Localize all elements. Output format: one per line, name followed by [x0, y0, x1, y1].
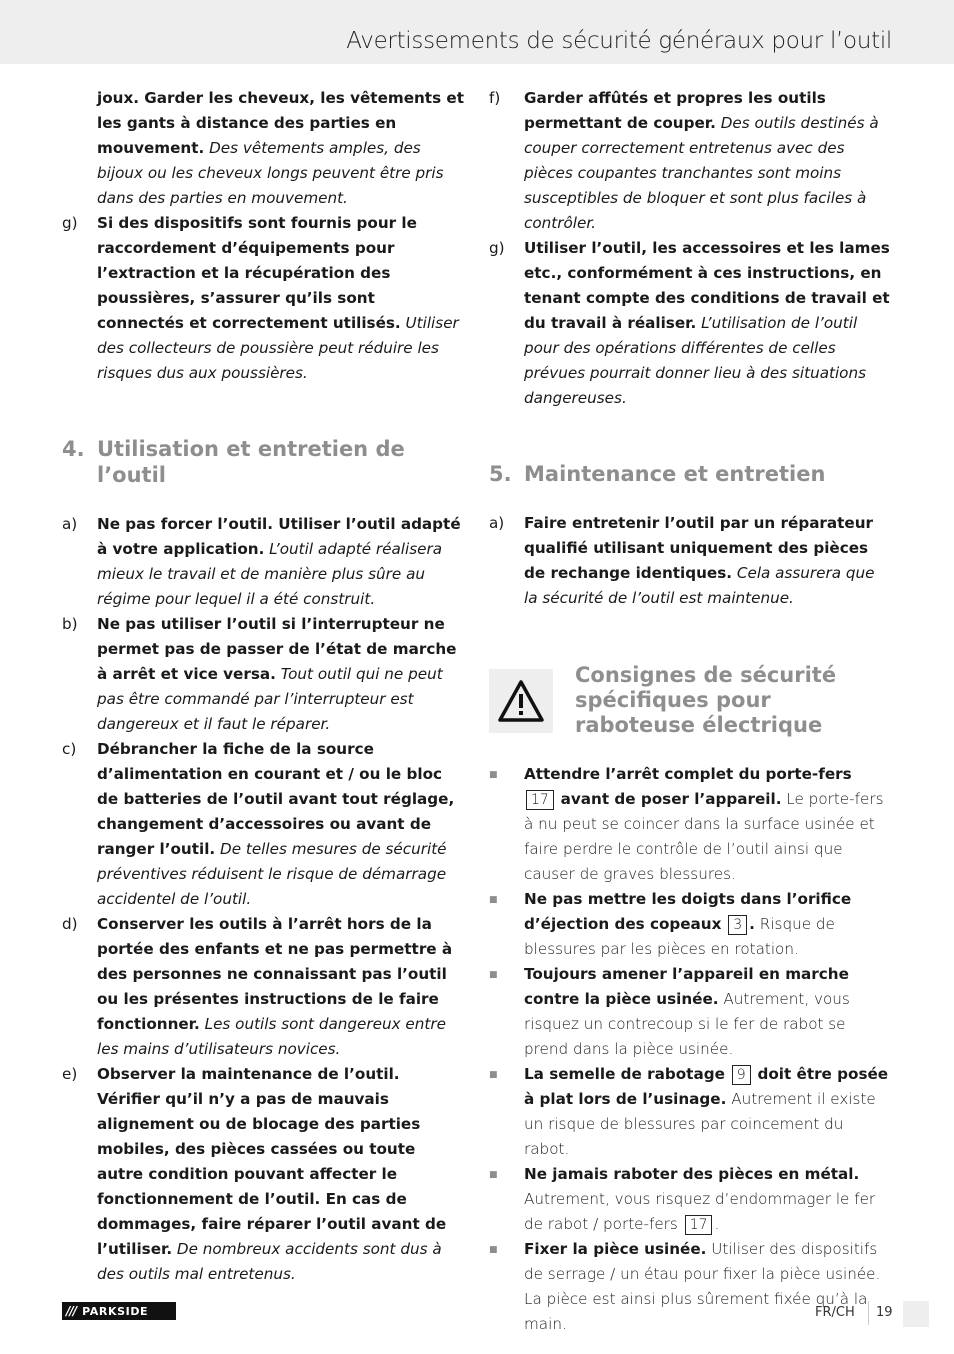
- item-note: L’outil adapté réalisera mieux le travail et de manière plus sûre au régime pour lequel il a été construit.: [97, 540, 443, 608]
- item-label: g): [489, 239, 505, 257]
- parkside-logo: [62, 1302, 176, 1320]
- section-heading-4: [62, 436, 464, 488]
- item-bold: Si des dispositifs sont fournis pour le raccordement d’équipements pour l’extraction et la récupération des poussières, s’assurer qu’ils sont connectés et correctement utilisés.: [97, 214, 417, 332]
- section-heading-5: [489, 461, 891, 487]
- list-item: [489, 86, 891, 236]
- logo-stripes: ///: [66, 1304, 77, 1318]
- item-note: Tout outil qui ne peut pas être commandé par l’interrupteur est dangereux et il faut le réparer.: [97, 665, 443, 733]
- item-bold: Ne pas mettre les doigts dans l’orifice d’éjection des copeaux: [524, 890, 852, 933]
- right-column: [489, 86, 891, 1337]
- left-column: [62, 86, 464, 1287]
- square-bullet-icon: ■: [489, 895, 498, 905]
- square-bullet-icon: ■: [489, 970, 498, 980]
- item-note: Des outils destinés à couper correctement entretenus avec des pièces coupantes tranchantes sont moins susceptibles de bloquer et sont plus faciles à contrôler.: [524, 114, 879, 232]
- item-label: a): [62, 515, 78, 533]
- item-bold: Toujours amener l’appareil en marche contre la pièce usinée.: [524, 965, 849, 1008]
- list-item: [62, 737, 464, 912]
- list-item: [489, 511, 891, 611]
- ref-number-box: 3: [728, 915, 747, 935]
- item-text: Autrement, vous risquez un contrecoup si le fer de rabot se prend dans la pièce usinée.: [524, 990, 850, 1058]
- list-item: [489, 762, 891, 887]
- item-text: Autrement, vous risquez d’endommager le fer de rabot / porte-fers: [524, 1190, 876, 1233]
- item-bold: Conserver les outils à l’arrêt hors de la portée des enfants et ne pas permettre à des personnes ne connaissant pas l’outil ou les présentes instructions de le faire fonctionner.: [97, 915, 453, 1033]
- item-bold: avant de poser l’appareil.: [560, 790, 782, 808]
- item-note: De telles mesures de sécurité préventives réduisent le risque de démarrage accidentel de l’outil.: [97, 840, 447, 908]
- item-label: d): [62, 915, 78, 933]
- item-note: Des vêtements amples, des bijoux ou les cheveux longs peuvent être pris dans des parties en mouvement.: [97, 139, 444, 207]
- item-bold: Garder affûtés et propres les outils permettant de couper.: [524, 89, 826, 132]
- ref-number-box: 17: [685, 1215, 713, 1235]
- item-bold: doit être posée à plat lors de l’usinage.: [524, 1065, 889, 1108]
- warning-triangle-icon: [489, 669, 553, 733]
- item-text: Le porte-fers à nu peut se coincer dans la surface usinée et faire perdre le contrôle de l’outil ainsi que causer de graves blessures.: [524, 790, 884, 883]
- item-label: e): [62, 1065, 78, 1083]
- square-bullet-icon: ■: [489, 1245, 498, 1255]
- item-bold: Ne pas utiliser l’outil si l’interrupteur ne permet pas de passer de l’état de marche à arrêt et vice versa.: [97, 615, 457, 683]
- item-bold: Attendre l’arrêt complet du porte-fers: [524, 765, 852, 783]
- square-bullet-icon: ■: [489, 1070, 498, 1080]
- item-bold: Ne pas forcer l’outil. Utiliser l’outil adapté à votre application.: [97, 515, 461, 558]
- item-note: De nombreux accidents sont dus à des outils mal entretenus.: [97, 1240, 442, 1283]
- section-number: 5.: [489, 462, 512, 486]
- square-bullet-icon: ■: [489, 1170, 498, 1180]
- item-bold: Ne jamais raboter des pièces en métal.: [524, 1165, 860, 1183]
- page-title: Avertissements de sécurité généraux pour l’outil: [346, 28, 892, 54]
- specific-safety-heading: [489, 663, 891, 738]
- item-bold: Utiliser l’outil, les accessoires et les lames etc., conformément à ces instructions, en tenant compte des conditions de travail et du travail à réaliser.: [524, 239, 890, 332]
- list-item: [62, 512, 464, 612]
- list-item: [62, 912, 464, 1062]
- item-bold: Débrancher la fiche de la source d’alimentation en courant et / ou le bloc de batteries de l’outil avant tout réglage, changement d’accessoires ou avant de ranger l’outil.: [97, 740, 455, 858]
- item-label: g): [62, 214, 78, 232]
- specific-safety-title: Consignes de sécurité spécifiques pour raboteuse électrique: [575, 663, 837, 737]
- list-item: [62, 1062, 464, 1287]
- list-item: [489, 1237, 891, 1337]
- list-item: [62, 86, 464, 211]
- item-text: Autrement il existe un risque de blessures par coincement du rabot.: [524, 1090, 876, 1158]
- section-title: Utilisation et entretien de l’outil: [97, 437, 405, 487]
- page-number: 19: [876, 1305, 893, 1320]
- list-item: [62, 612, 464, 737]
- language-code: FR/CH: [815, 1305, 855, 1320]
- item-bold: Observer la maintenance de l’outil. Vérifier qu’il n’y a pas de mauvais alignement ou de blocage des parties mobiles, des pièces cassées ou toute autre condition pouvant affecter le fonctionnement de l’outil. En cas de dommages, faire réparer l’outil avant de l’utiliser.: [97, 1065, 447, 1258]
- item-text: Risque de blessures par les pièces en rotation.: [524, 915, 835, 958]
- list-item: [489, 887, 891, 962]
- item-note: Cela assurera que la sécurité de l’outil est maintenue.: [524, 564, 875, 607]
- item-label: f): [489, 89, 501, 107]
- footer-divider: [868, 1301, 869, 1325]
- item-note: L’utilisation de l’outil pour des opérations différentes de celles prévues pourrait donner lieu à des situations dangereuses.: [524, 314, 867, 407]
- item-bold: .: [749, 915, 755, 933]
- logo-brand: PARKSIDE: [82, 1304, 149, 1318]
- item-label: b): [62, 615, 78, 633]
- section-title: Maintenance et entretien: [524, 462, 826, 486]
- item-bold: Faire entretenir l’outil par un réparateur qualifié utilisant uniquement des pièces de rechange identiques.: [524, 514, 874, 582]
- item-note: Les outils sont dangereux entre les mains d’utilisateurs novices.: [97, 1015, 446, 1058]
- list-item: [489, 962, 891, 1062]
- item-note: Utiliser des collecteurs de poussière peut réduire les risques dus aux poussières.: [97, 314, 459, 382]
- item-bold: joux. Garder les cheveux, les vêtements et les gants à distance des parties en mouvement.: [97, 89, 464, 157]
- list-item: [489, 1062, 891, 1162]
- list-item: [62, 211, 464, 386]
- item-text: Utiliser des dispositifs de serrage / un étau pour fixer la pièce usinée. La pièce est ainsi plus sûrement fixée qu’à la main.: [524, 1240, 881, 1333]
- page-tab-marker: [903, 1301, 929, 1327]
- list-item: [489, 236, 891, 411]
- item-bold: Fixer la pièce usinée.: [524, 1240, 707, 1258]
- square-bullet-icon: ■: [489, 770, 498, 780]
- ref-number-box: 17: [526, 790, 554, 810]
- section-number: 4.: [62, 437, 85, 461]
- item-label: c): [62, 740, 77, 758]
- item-label: a): [489, 514, 505, 532]
- ref-number-box: 9: [732, 1065, 751, 1085]
- item-text: .: [714, 1215, 720, 1233]
- list-item: [489, 1162, 891, 1237]
- item-bold: La semelle de rabotage: [524, 1065, 725, 1083]
